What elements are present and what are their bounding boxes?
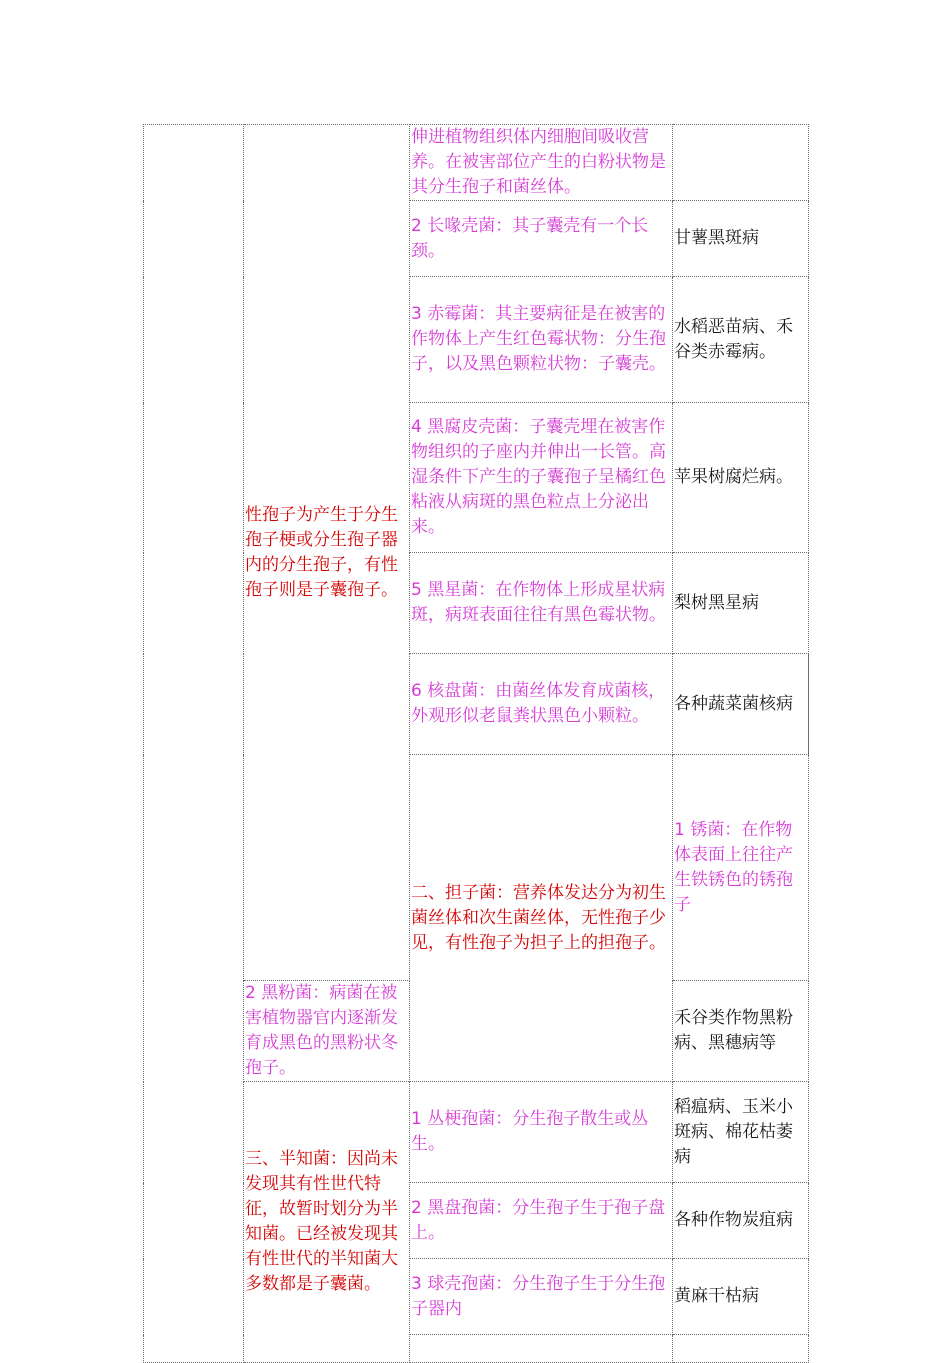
disease-example-cell: 水稻恶苗病、禾谷类赤霉病。 [673,277,809,403]
fungus-type-cell: 2 黑盘孢菌：分生孢子生于孢子盘上。 [410,1183,673,1259]
fungus-type-cell: 6 核盘菌：由菌丝体发育成菌核，外观形似老鼠粪状黑色小颗粒。 [410,654,673,755]
disease-example-cell: 甘薯黑斑病 [673,201,809,277]
table-row [144,125,809,201]
fungus-type-cell: 伸进植物组织体内细胞间吸收营养。在被害部位产生的白粉状物是其分生孢子和菌丝体。 [410,125,673,201]
disease-example-cell: 稻瘟病、玉米小斑病、棉花枯萎病 [673,1082,809,1183]
fungus-type-cell: 4 黑腐皮壳菌：子囊壳埋在被害作物组织的子座内并伸出一长管。高湿条件下产生的子囊孢子呈橘红色粘液从病斑的黑色粒点上分泌出来。 [410,403,673,553]
disease-example-cell [673,1335,809,1363]
fungus-type-cell: 2 长喙壳菌：其子囊壳有一个长颈。 [410,201,673,277]
category-cell-empty [144,125,244,1363]
disease-example-cell: 禾谷类作物黑粉病、黑穗病等 [673,981,809,1082]
disease-example-cell: 各种蔬菜菌核病 [673,654,809,755]
fungus-type-cell [410,1335,673,1363]
fungus-type-cell: 3 球壳孢菌：分生孢子生于分生孢子器内 [410,1259,673,1335]
fungus-type-cell: 1 锈菌：在作物体表面上往往产生铁锈色的锈孢子 [673,755,809,981]
fungi-disease-table [143,124,809,1363]
disease-example-cell: 黄麻干枯病 [673,1259,809,1335]
table-row [144,1082,809,1183]
disease-example-cell: 苹果树腐烂病。 [673,403,809,553]
fungus-type-cell: 5 黑星菌：在作物体上形成星状病斑，病斑表面往往有黑色霉状物。 [410,553,673,654]
group-description-deuteromycetes: 三、半知菌：因尚未发现其有性世代特征，故暂时划分为半知菌。已经被发现其有性世代的半知菌大多数都是子囊菌。 [244,1082,410,1363]
fungus-type-cell: 1 丛梗孢菌：分生孢子散生或丛生。 [410,1082,673,1183]
group-description-ascomycetes: 性孢子为产生于分生孢子梗或分生孢子器内的分生孢子，有性孢子则是子囊孢子。 [244,125,410,981]
disease-example-cell [673,125,809,201]
group-description-basidiomycetes: 二、担子菌：营养体发达分为初生菌丝体和次生菌丝体，无性孢子少见，有性孢子为担子上的担孢子。 [410,755,673,1082]
fungus-type-cell: 2 黑粉菌：病菌在被害植物器官内逐渐发育成黑色的黑粉状冬孢子。 [244,981,410,1082]
fungus-type-cell: 3 赤霉菌：其主要病征是在被害的作物体上产生红色霉状物：分生孢子，以及黑色颗粒状物：子囊壳。 [410,277,673,403]
disease-example-cell: 梨树黑星病 [673,553,809,654]
disease-example-cell: 各种作物炭疽病 [673,1183,809,1259]
